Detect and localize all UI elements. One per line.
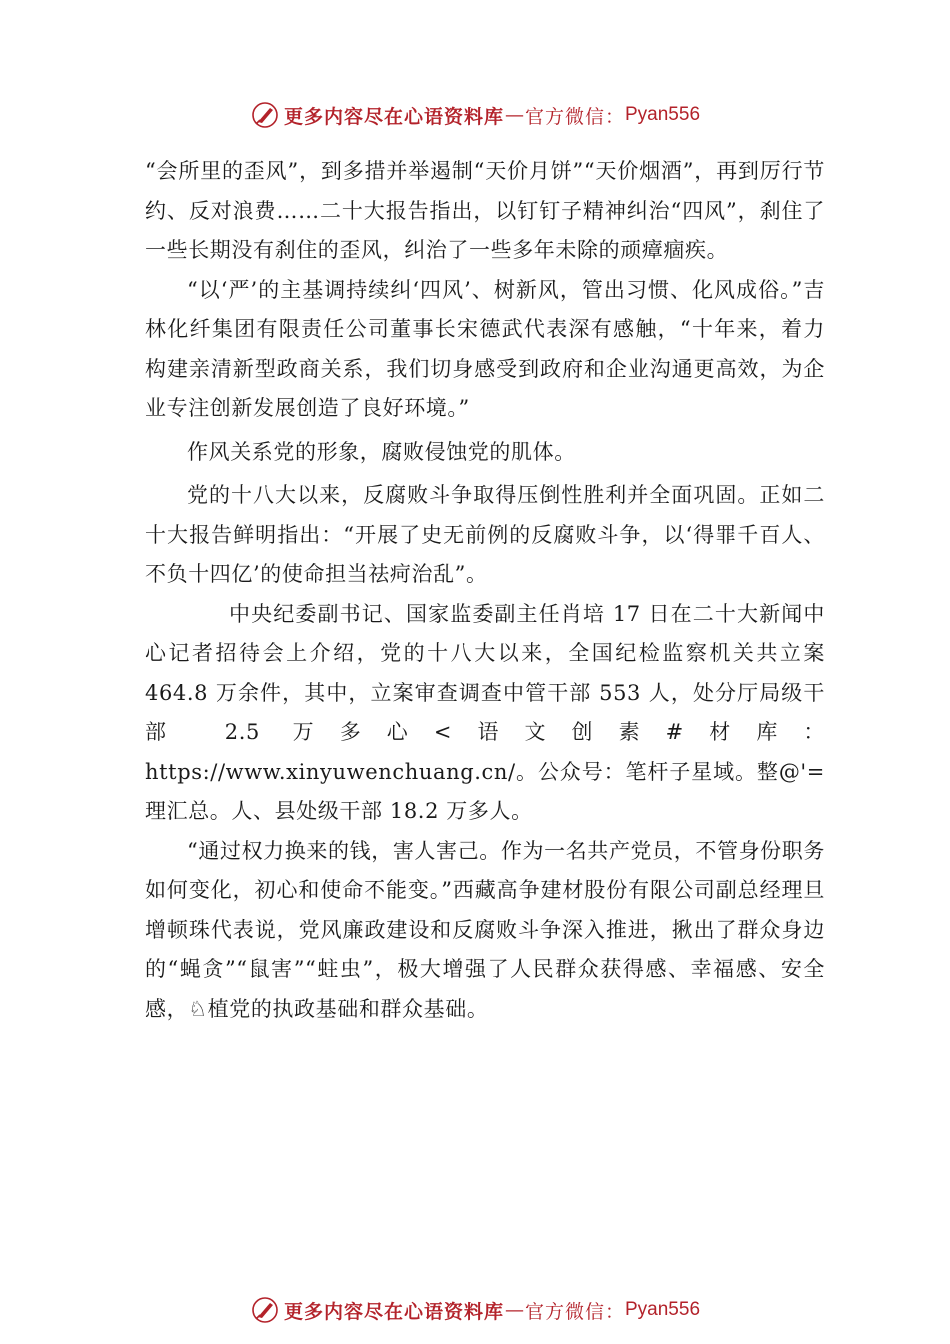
- quill-logo-icon: [250, 100, 280, 130]
- document-body: [145, 152, 825, 1029]
- banner-dash: —: [504, 104, 524, 126]
- banner-brand-text: 更多内容尽在心语资料库: [283, 105, 504, 128]
- paragraph-4: 党的十八大以来，反腐败斗争取得压倒性胜利并全面巩固。正如二十大报告鲜明指出：“开展了史无前例的反腐败斗争，以‘得罪千百人、不负十四亿’的使命担当祛疴治乱”。: [145, 483, 825, 586]
- banner-wechat-label: 官方微信：: [524, 105, 625, 128]
- paragraph-2: “以‘严’的主基调持续纠‘四风’、树新风，管出习惯、化风成俗。”吉林化纤集团有限责任公司董事长宋德武代表深有感触，“十年来，着力构建亲清新型政商关系，我们切身感受到政府和企业沟通更高效，为企业专注创新发展创造了良好环境。”: [145, 277, 825, 420]
- banner-brand-text: 更多内容尽在心语资料库: [283, 1300, 504, 1323]
- banner-dash: —: [504, 1299, 524, 1321]
- paragraph-1: “会所里的歪风”，到多措并举遏制“天价月饼”“天价烟酒”，再到厉行节约、反对浪费……二十大报告指出，以钉钉子精神纠治“四风”，刹住了一些长期没有刹住的歪风，纠治了一些多年未除的顽瘴痼疾。: [145, 159, 825, 262]
- paragraph-5: 中央纪委副书记、国家监委副主任肖培 17 日在二十大新闻中心记者招待会上介绍，党的十八大以来，全国纪检监察机关共立案 464.8 万余件，其中，立案审查调查中管干部 553 人，处分厅局级干部 2.5 万多心<语文创素#材库：https://www.xinyuwenchuang.cn/。公众号：笔杆子星域。整@'=理汇总。人、县处级干部 18.2 万多人。: [145, 601, 825, 823]
- banner-wechat-id: Pyan556: [625, 104, 701, 125]
- banner-wechat-label: 官方微信：: [524, 1300, 625, 1323]
- quill-logo-icon: [250, 1295, 280, 1325]
- paragraph-6: “通过权力换来的钱，害人害己。作为一名共产党员，不管身份职务如何变化，初心和使命不能变。”西藏高争建材股份有限公司副总经理旦增顿珠代表说，党风廉政建设和反腐败斗争深入推进，揪出了群众身边的“蝇贪”“鼠害”“蛀虫”，极大增强了人民群众获得感、幸福感、安全感，♘植党的执政基础和群众基础。: [145, 838, 825, 1021]
- banner-wechat-id: Pyan556: [625, 1299, 701, 1320]
- header-banner: [0, 95, 950, 135]
- paragraph-3: 作风关系党的形象，腐败侵蚀党的肌体。: [187, 439, 576, 464]
- footer-banner: [0, 1290, 950, 1330]
